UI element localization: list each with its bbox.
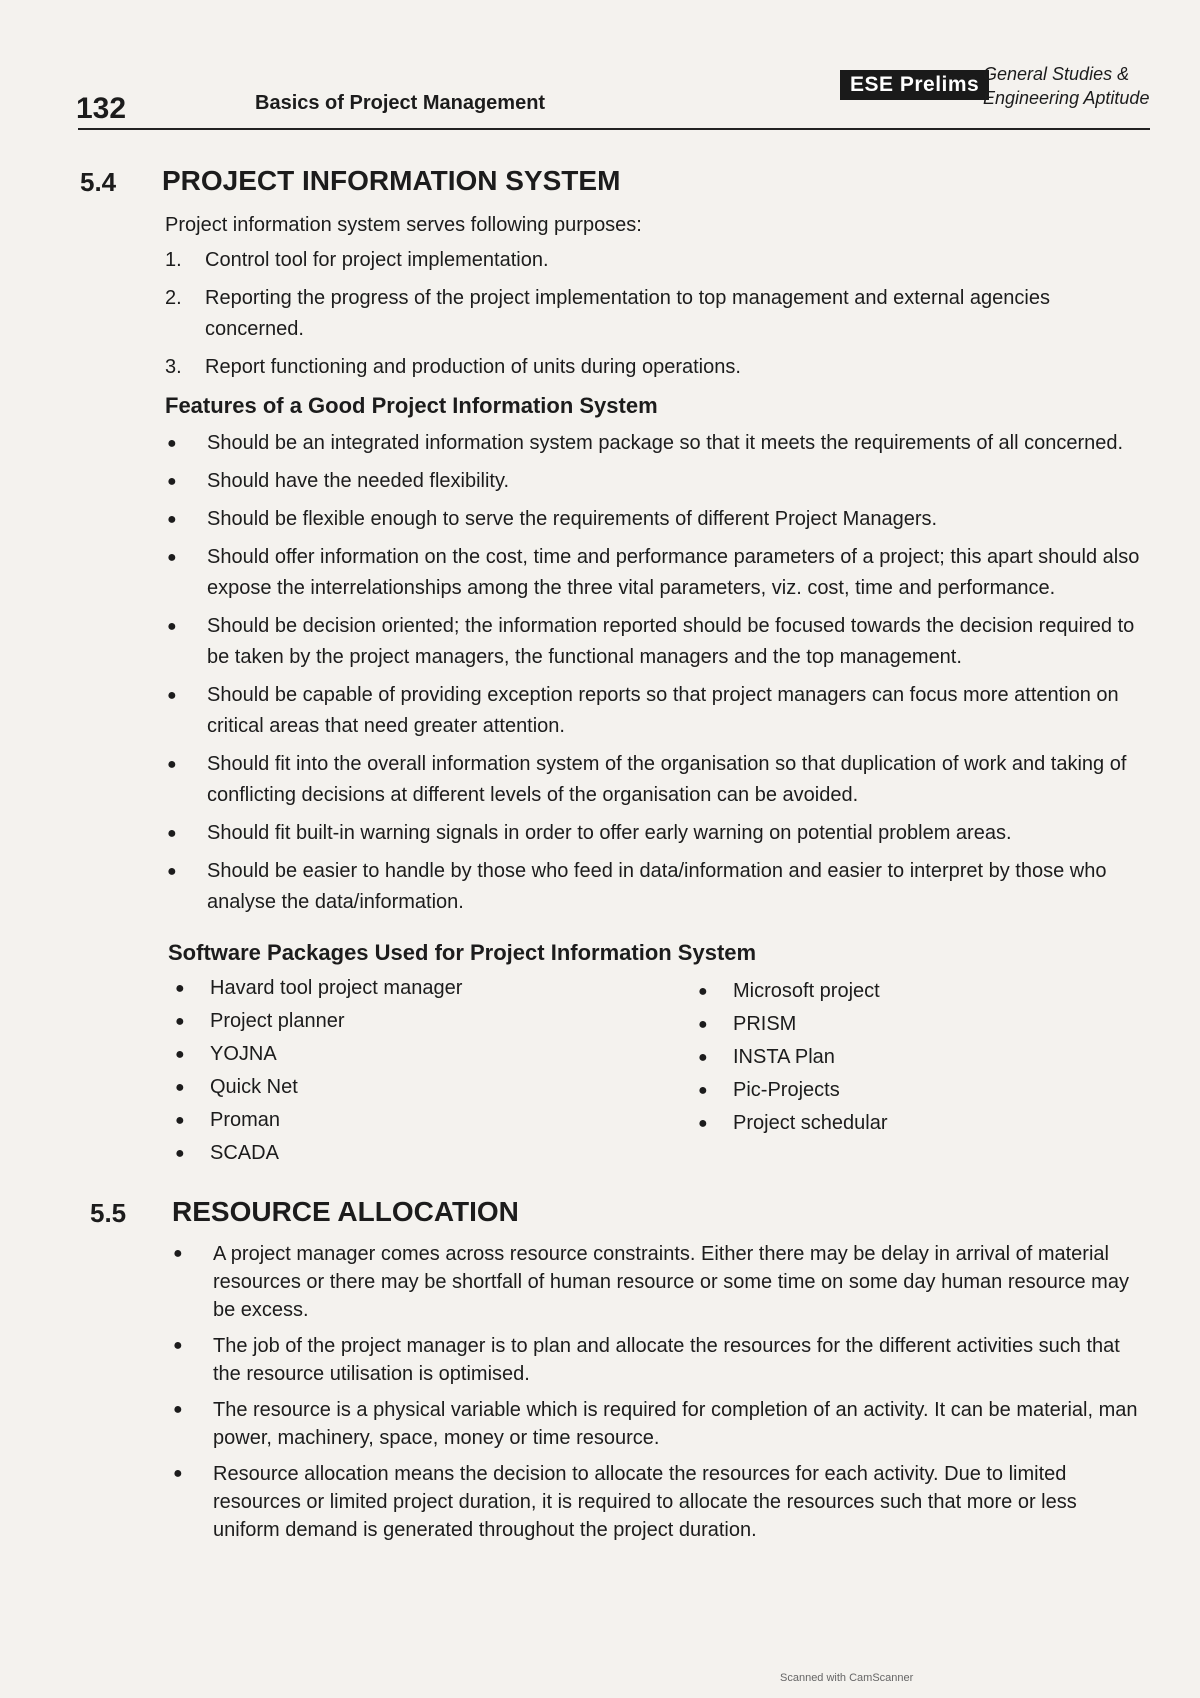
bullet-icon: ● — [175, 980, 185, 997]
list-number: 3. — [165, 356, 182, 378]
bullet-icon: ● — [167, 549, 177, 566]
bullet-icon: ● — [167, 473, 177, 490]
bullet-icon: ● — [167, 756, 177, 773]
header-rule — [78, 128, 1150, 130]
resource-list — [173, 1240, 1138, 1552]
bullet-icon: ● — [698, 983, 708, 1000]
section-number-5-5: 5.5 — [90, 1198, 127, 1228]
bullet-icon: ● — [167, 863, 177, 880]
features-list — [167, 428, 1152, 925]
purpose-list — [165, 245, 1145, 390]
bullet-icon: ● — [167, 825, 177, 842]
feature-item: ● Should be flexible enough to serve the requirements of different Project Managers. — [207, 504, 1152, 535]
bullet-icon: ● — [175, 1112, 185, 1129]
purpose-item: 1. Control tool for project implementation. — [205, 245, 1145, 276]
section-title-5-4: PROJECT INFORMATION SYSTEM — [162, 165, 621, 196]
software-item: ● Project planner — [210, 1005, 650, 1038]
bullet-icon: ● — [698, 1115, 708, 1132]
software-item: ● SCADA — [210, 1137, 650, 1170]
resource-item: ● The resource is a physical variable which is required for completion of an activity. It can be material, man power, machinery, space, money or time resource. — [213, 1396, 1138, 1452]
software-heading: Software Packages Used for Project Information System — [168, 940, 757, 965]
bullet-icon: ● — [698, 1016, 708, 1033]
bullet-icon: ● — [173, 1337, 183, 1354]
software-list-left — [175, 972, 650, 1170]
resource-item: ● A project manager comes across resource constraints. Either there may be delay in arrival of material resources or there may be shortfall of human resource or some time on some day human resource may be excess. — [213, 1240, 1138, 1324]
feature-item: ● Should have the needed flexibility. — [207, 466, 1152, 497]
software-item: ● PRISM — [733, 1008, 1133, 1041]
software-item: ● YOJNA — [210, 1038, 650, 1071]
chapter-title: Basics of Project Management — [255, 92, 546, 114]
bullet-icon: ● — [173, 1401, 183, 1418]
software-item: ● Proman — [210, 1104, 650, 1137]
feature-item: ● Should be an integrated information system package so that it meets the requirements of all concerned. — [207, 428, 1152, 459]
software-item: ● Quick Net — [210, 1071, 650, 1104]
feature-item: ● Should fit built-in warning signals in order to offer early warning on potential problem areas. — [207, 818, 1152, 849]
feature-item: ● Should be easier to handle by those who feed in data/information and easier to interpret by those who analyse the data/information. — [207, 856, 1152, 918]
bullet-icon: ● — [167, 435, 177, 452]
software-item: ● Project schedular — [733, 1107, 1133, 1140]
software-item: ● INSTA Plan — [733, 1041, 1133, 1074]
page-number: 132 — [76, 92, 127, 125]
bullet-icon: ● — [173, 1465, 183, 1482]
bullet-icon: ● — [167, 511, 177, 528]
resource-item: ● The job of the project manager is to plan and allocate the resources for the different activities such that the resource utilisation is optimised. — [213, 1332, 1138, 1388]
software-item: ● Havard tool project manager — [210, 972, 650, 1005]
bullet-icon: ● — [698, 1082, 708, 1099]
list-number: 2. — [165, 287, 182, 309]
features-heading: Features of a Good Project Information System — [165, 393, 658, 418]
bullet-icon: ● — [175, 1046, 185, 1063]
feature-item: ● Should fit into the overall information system of the organisation so that duplication of work and taking of conflicting decisions at different levels of the organisation can be avoided. — [207, 749, 1152, 811]
bullet-icon: ● — [167, 687, 177, 704]
purpose-item: 3. Report functioning and production of units during operations. — [205, 352, 1145, 383]
exam-badge: ESE Prelims — [840, 70, 989, 100]
bullet-icon: ● — [175, 1145, 185, 1162]
feature-item: ● Should offer information on the cost, time and performance parameters of a project; this apart should also expose the interrelationships among the three vital parameters, viz. cost, time and performance. — [207, 542, 1152, 604]
list-number: 1. — [165, 249, 182, 271]
bullet-icon: ● — [173, 1245, 183, 1262]
resource-item: ● Resource allocation means the decision to allocate the resources for each activity. Due to limited resources or limited project duration, it is required to allocate the resources such that more or less uniform demand is generated throughout the project duration. — [213, 1460, 1138, 1544]
bullet-icon: ● — [175, 1079, 185, 1096]
feature-item: ● Should be decision oriented; the information reported should be focused towards the decision required to be taken by the project managers, the functional managers and the top management. — [207, 611, 1152, 673]
series-line-1: General Studies & — [983, 64, 1130, 84]
bullet-icon: ● — [175, 1013, 185, 1030]
scan-watermark: Scanned with CamScanner — [780, 1672, 914, 1684]
series-line-2: Engineering Aptitude — [983, 88, 1150, 108]
bullet-icon: ● — [167, 618, 177, 635]
software-item: ● Pic-Projects — [733, 1074, 1133, 1107]
section-number-5-4: 5.4 — [80, 167, 117, 197]
section-intro: Project information system serves following purposes: — [165, 214, 642, 236]
purpose-item: 2. Reporting the progress of the project implementation to top management and external agencies concerned. — [205, 283, 1145, 345]
bullet-icon: ● — [698, 1049, 708, 1066]
feature-item: ● Should be capable of providing exception reports so that project managers can focus more attention on critical areas that need greater attention. — [207, 680, 1152, 742]
software-list-right — [698, 975, 1133, 1140]
software-item: ● Microsoft project — [733, 975, 1133, 1008]
series-title — [983, 62, 1149, 110]
section-title-5-5: RESOURCE ALLOCATION — [172, 1196, 519, 1227]
